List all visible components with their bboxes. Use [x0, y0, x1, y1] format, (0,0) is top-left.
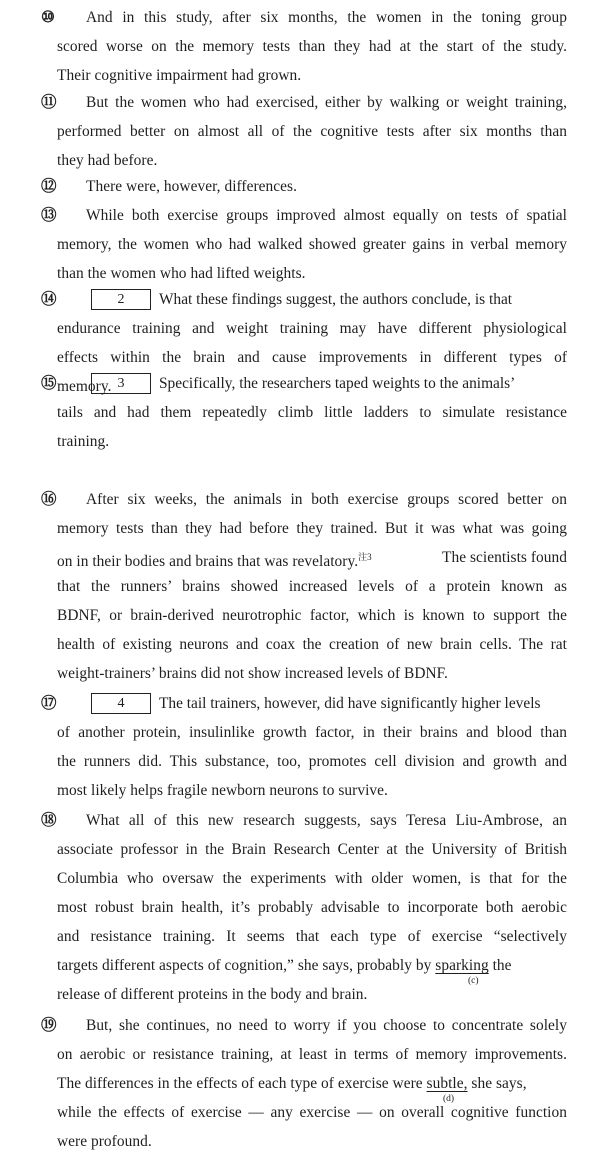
- paragraph-line: What these findings suggest, the authors conclude, is that: [159, 291, 513, 308]
- paragraph-line: while the effects of exercise — any exercise — on overall cognitive function: [57, 1104, 567, 1121]
- line-text: she says,: [471, 1075, 527, 1092]
- paragraph-line: release of different proteins in the body and brain.: [57, 986, 368, 1003]
- paragraph-line: they had before.: [57, 152, 158, 169]
- answer-blank-box[interactable]: 3: [91, 373, 151, 394]
- paragraph-line: [57, 951, 567, 980]
- paragraph-line: memory tests than they had before they trained. But it was what was going: [57, 520, 567, 537]
- paragraph-number: ⑱: [41, 812, 57, 829]
- paragraph-line: But, she continues, no need to worry if you choose to concentrate solely: [86, 1017, 567, 1034]
- paragraph-line: weight-trainers’ brains did not show increased levels of BDNF.: [57, 665, 448, 682]
- paragraph-number: ⑬: [41, 207, 57, 224]
- paragraph-number: ⑲: [41, 1017, 57, 1034]
- answer-blank-box[interactable]: 2: [91, 289, 151, 310]
- line-text: the: [492, 957, 512, 974]
- paragraph-line: endurance training and weight training may have different physiological: [57, 320, 567, 337]
- footnote-mark: 注3: [358, 552, 372, 562]
- paragraph-line: most robust brain health, it’s probably advisable to incorporate both aerobic: [57, 899, 567, 916]
- paragraph-line: and resistance training. It seems that each type of exercise “selectively: [57, 928, 567, 945]
- paragraph-line: most likely helps fragile newborn neurons to survive.: [57, 782, 388, 799]
- underline-label-c: (c): [468, 976, 479, 986]
- paragraph-number: ⑫: [41, 178, 57, 195]
- paragraph-line: After six weeks, the animals in both exercise groups scored better on: [86, 491, 567, 508]
- paragraph-line: scored worse on the memory tests than they had at the start of the study.: [57, 38, 567, 55]
- paragraph-line: associate professor in the Brain Research Center at the University of British: [57, 841, 567, 858]
- paragraph-line: And in this study, after six months, the women in the toning group: [86, 9, 567, 26]
- underlined-word-d: subtle,: [426, 1075, 468, 1092]
- paragraph-line: What all of this new research suggests, says Teresa Liu-Ambrose, an: [86, 812, 567, 829]
- paragraph-line: training.: [57, 433, 110, 450]
- paragraph-line: health of existing neurons and coax the creation of new brain cells. The rat: [57, 636, 567, 653]
- paragraph-line: the runners did. This substance, too, promotes cell division and growth and: [57, 753, 567, 770]
- paragraph-line: [57, 1069, 567, 1098]
- paragraph-line: on aerobic or resistance training, at least in terms of memory improvements.: [57, 1046, 567, 1063]
- paragraph-number: ⑮: [41, 375, 57, 392]
- underline-label-d: (d): [443, 1094, 455, 1104]
- paragraph-number: ⑩: [41, 9, 55, 26]
- paragraph-line: Their cognitive impairment had grown.: [57, 67, 302, 84]
- underlined-word-c: sparking: [435, 957, 489, 974]
- paragraph-line: Columbia who oversaw the experiments with older women, is that for the: [57, 870, 567, 887]
- paragraph-line: There were, however, differences.: [86, 178, 297, 195]
- answer-blank-box[interactable]: 4: [91, 693, 151, 714]
- line-text: The differences in the effects of each type of exercise were: [57, 1075, 423, 1092]
- paragraph-line: were profound.: [57, 1133, 152, 1150]
- paragraph-number: ⑭: [41, 291, 57, 308]
- paragraph-line: But the women who had exercised, either by walking or weight training,: [86, 94, 567, 111]
- paragraph-line: tails and had them repeatedly climb little ladders to simulate resistance: [57, 404, 567, 421]
- paragraph-line: While both exercise groups improved almost equally on tests of spatial: [86, 207, 567, 224]
- paragraph-number: ⑪: [41, 94, 57, 111]
- paragraph-line: than the women who had lifted weights.: [57, 265, 306, 282]
- paragraph-line: performed better on almost all of the cognitive tests after six months than: [57, 123, 567, 140]
- paragraph-line: memory, the women who had walked showed greater gains in verbal memory: [57, 236, 567, 253]
- line-text: targets different aspects of cognition,” she says, probably by: [57, 957, 432, 974]
- line-text: The scientists found: [442, 549, 567, 566]
- paragraph-line: The tail trainers, however, did have significantly higher levels: [159, 695, 541, 712]
- paragraph-number: ⑯: [41, 491, 57, 508]
- paragraph-line: BDNF, or brain-derived neurotrophic factor, which is known to support the: [57, 607, 567, 624]
- paragraph-line: Specifically, the researchers taped weights to the animals’: [159, 375, 516, 392]
- paragraph-line: of another protein, insulinlike growth factor, in their brains and blood than: [57, 724, 567, 741]
- paragraph-number: ⑰: [41, 695, 57, 712]
- paragraph-line: memory.: [57, 378, 112, 395]
- paragraph-line: effects within the brain and cause improvements in different types of: [57, 349, 567, 366]
- paragraph-line: that the runners’ brains showed increased levels of a protein known as: [57, 578, 567, 595]
- line-text: on in their bodies and brains that was revelatory.: [57, 553, 359, 570]
